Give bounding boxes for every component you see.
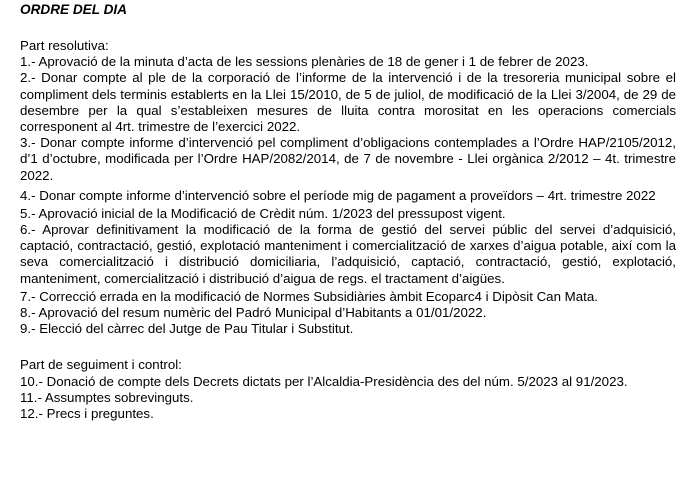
agenda-item-4: 4.- Donar compte informe d’intervenció sobre el període mig de pagament a proveïdors – 4rt. trimestre 2022 <box>20 187 656 203</box>
section-part-resolutiva <box>20 38 676 337</box>
section-heading-resolutiva: Part resolutiva: <box>20 38 109 53</box>
agenda-item-9: 9.- Elecció del càrrec del Jutge de Pau Titular i Substitut. <box>20 321 354 337</box>
agenda-title: ORDRE DEL DIA <box>20 2 127 17</box>
agenda-item-2: 2.- Donar compte al ple de la corporació de l’informe de la intervenció i de la tresoreria municipal sobre el compliment dels terminis establerts en la Llei 15/2010, de 5 de juliol, de modificació de la Llei 3/2004, de 29 de desembre per la qual s’estableixen mesures de lluita contra morositat en les operacions comercials corresponent al 4rt. trimestre de l’exercici 2022. <box>20 70 676 135</box>
section-heading-seguiment: Part de seguiment i control: <box>20 357 182 373</box>
agenda-item-6: 6.- Aprovar definitivament la modificació de la forma de gestió del servei públic del servei d’adquisició, captació, contractació, gestió, explotació manteniment i comercialització de xarxes d’aigua potable, així com la seva comercialització i distribució domiciliaria, l’adquisició, captació, contractació, gestió, explotació, manteniment, comercialització i distribució d’aigua de regs. el tractament d’aigües. <box>20 222 676 286</box>
agenda-item-7: 7.- Correcció errada en la modificació de Normes Subsidiàries àmbit Ecoparc4 i Dipòsit Can Mata. <box>20 288 598 304</box>
agenda-item-12: 12.- Precs i preguntes. <box>20 406 154 422</box>
agenda-item-1: 1.- Aprovació de la minuta d’acta de les sessions plenàries de 18 de gener i 1 de febrer de 2023. <box>20 54 589 70</box>
agenda-item-10: 10.- Donació de compte dels Decrets dictats per l’Alcaldia-Presidència des del núm. 5/2023 al 91/2023. <box>20 373 628 389</box>
agenda-item-5: 5.- Aprovació inicial de la Modificació de Crèdit núm. 1/2023 del pressupost vigent. <box>20 205 506 221</box>
section-part-seguiment <box>20 357 676 422</box>
agenda-item-3: 3.- Donar compte informe d’intervenció pel compliment d’obligacions contemplades a l’Ordre HAP/2105/2012, d’1 d’octubre, modificada per l’Ordre HAP/2082/2014, de 7 de novembre - Llei orgànica 2/2012 – 4t. trimestre 2022. <box>20 135 676 183</box>
agenda-item-11: 11.- Assumptes sobrevinguts. <box>20 389 194 405</box>
agenda-item-8: 8.- Aprovació del resum numèric del Padró Municipal d’Habitants a 01/01/2022. <box>20 305 487 321</box>
